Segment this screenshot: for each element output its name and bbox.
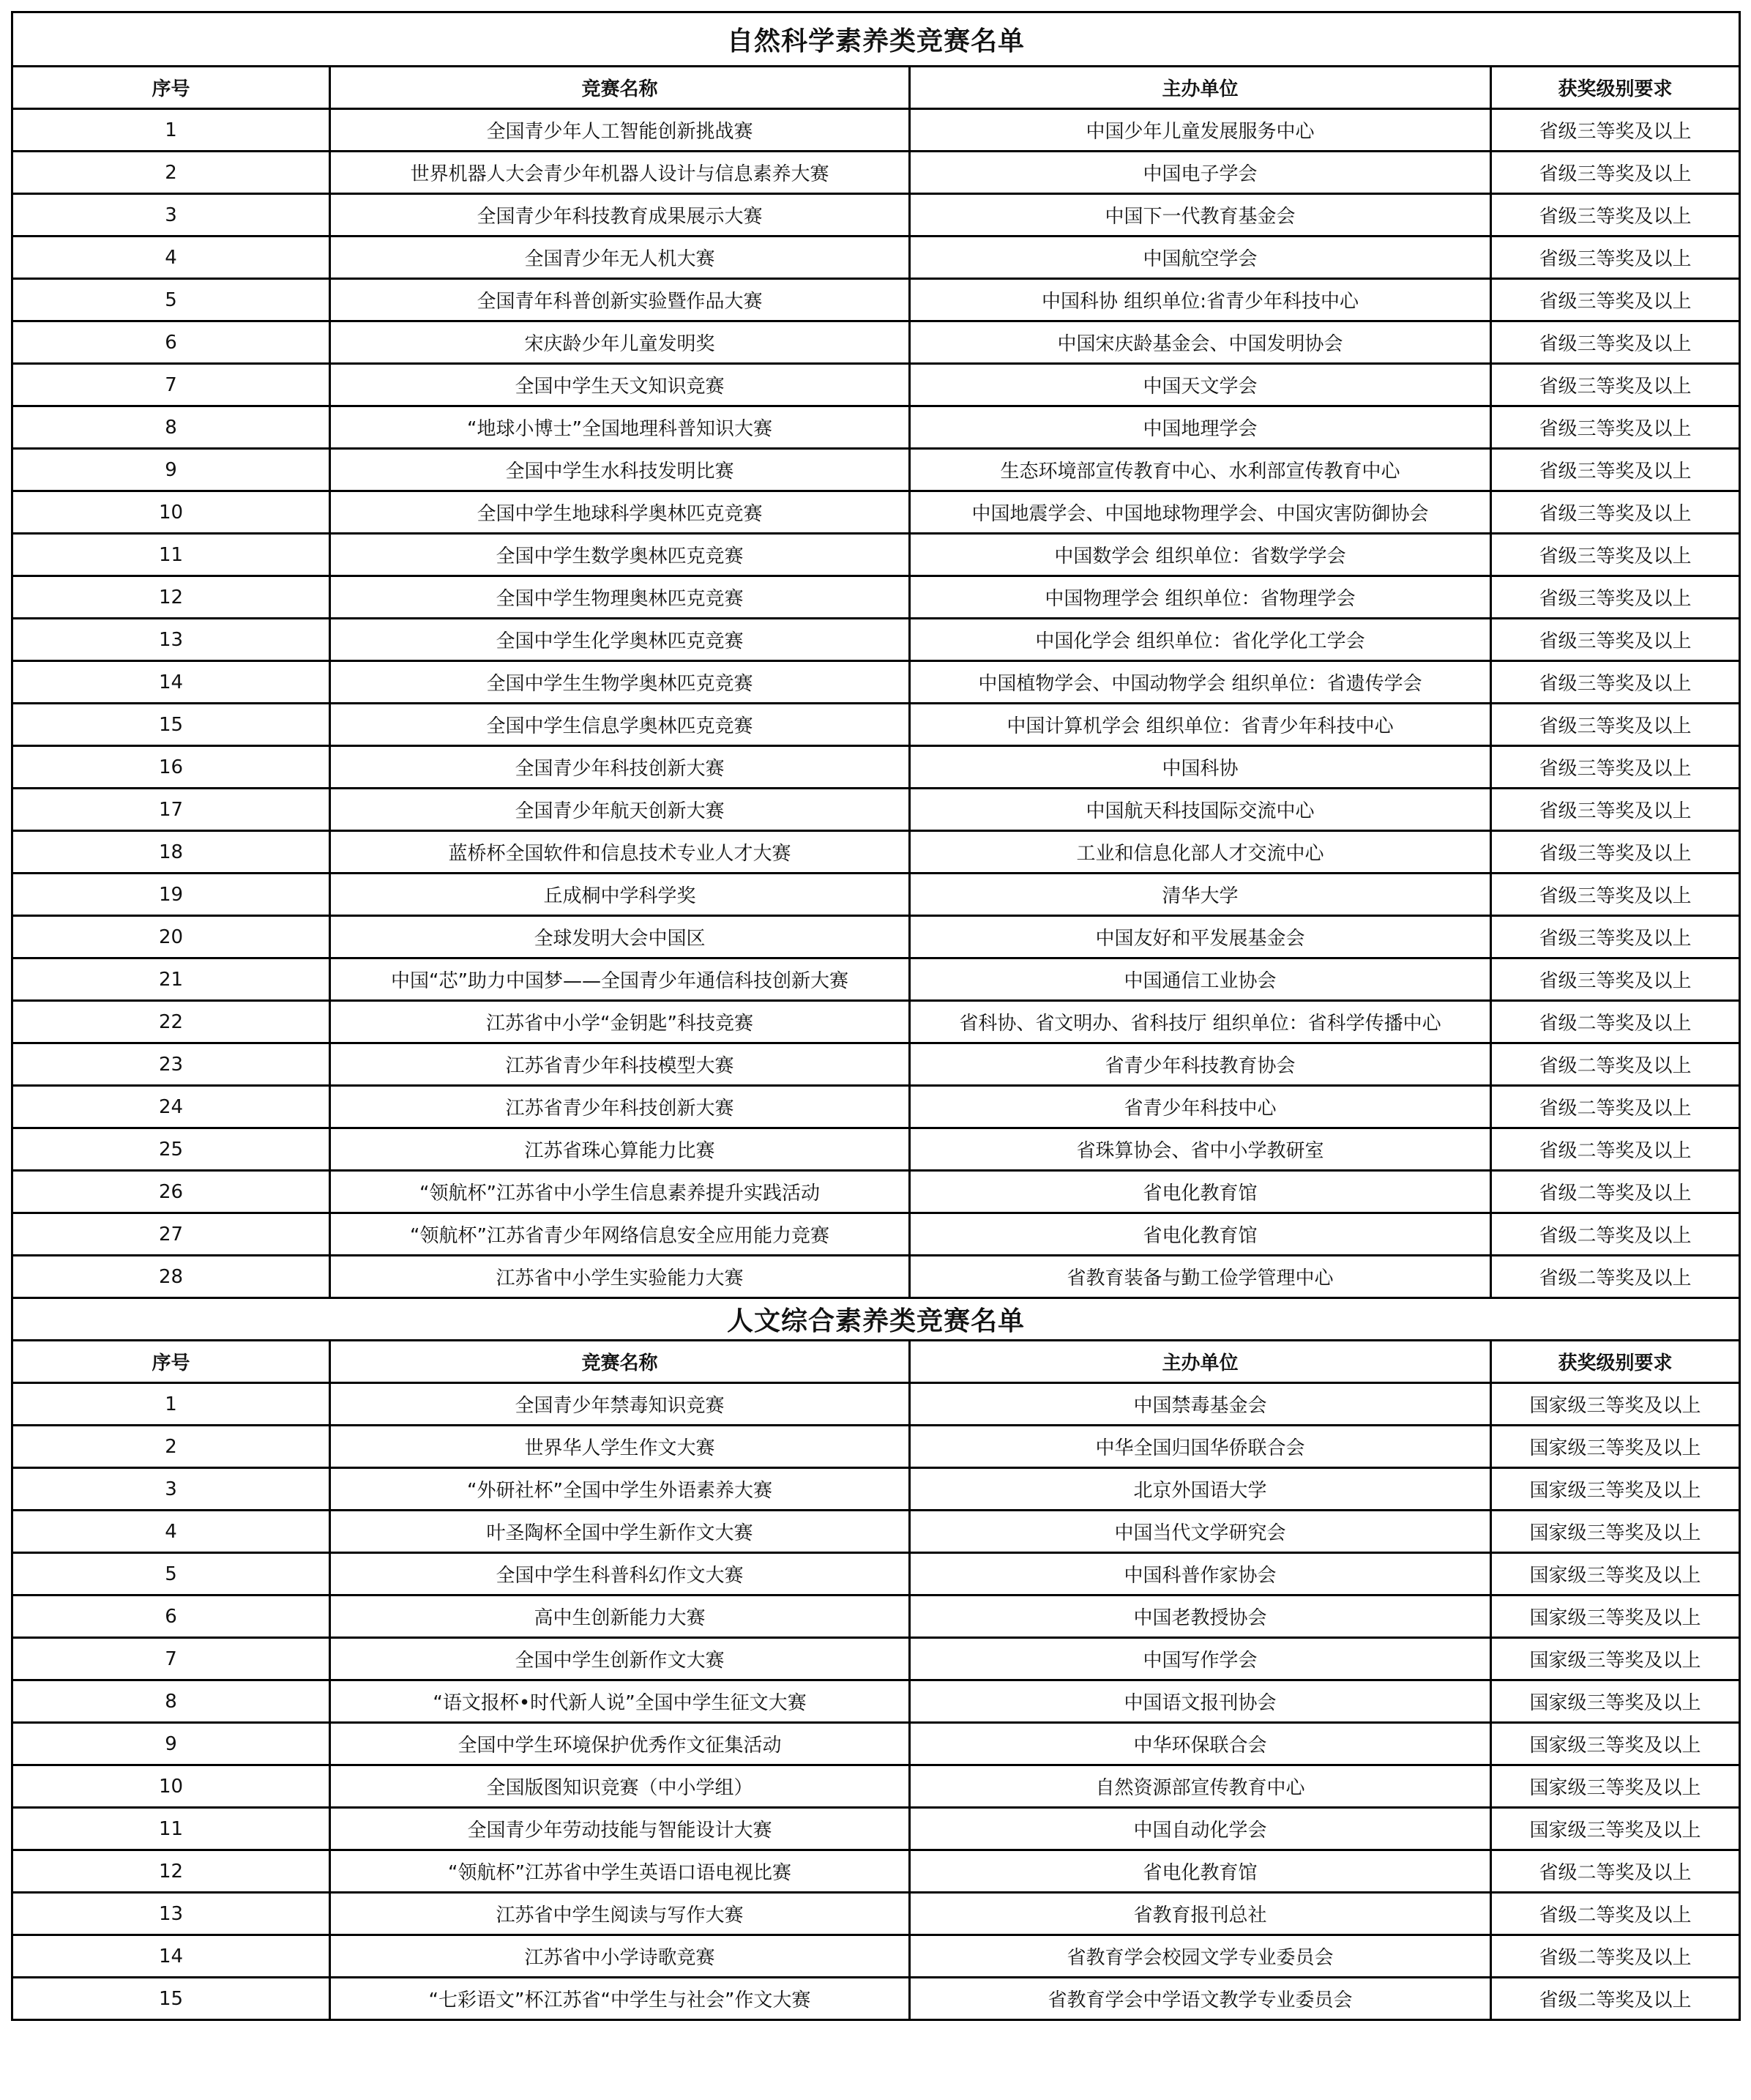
cell-award-requirement: 省级二等奖及以上 [1491,1128,1740,1171]
cell-competition-name: 全国版图知识竞赛（中小学组） [330,1765,910,1808]
cell-serial-number: 27 [12,1213,330,1256]
cell-competition-name: “领航杯”江苏省青少年网络信息安全应用能力竞赛 [330,1213,910,1256]
cell-award-requirement: 省级三等奖及以上 [1491,237,1740,279]
cell-award-requirement: 省级三等奖及以上 [1491,874,1740,916]
cell-competition-name: “七彩语文”杯江苏省“中学生与社会”作文大赛 [330,1978,910,2020]
cell-award-requirement: 省级三等奖及以上 [1491,194,1740,237]
cell-serial-number: 9 [12,449,330,491]
cell-award-requirement: 省级三等奖及以上 [1491,449,1740,491]
cell-competition-name: 江苏省中小学“金钥匙”科技竞赛 [330,1001,910,1043]
cell-competition-name: “领航杯”江苏省中学生英语口语电视比赛 [330,1850,910,1893]
cell-competition-name: 世界机器人大会青少年机器人设计与信息素养大赛 [330,152,910,194]
cell-organizer: 省教育报刊总社 [910,1893,1491,1935]
cell-serial-number: 7 [12,364,330,406]
cell-organizer: 中国老教授协会 [910,1596,1491,1638]
cell-organizer: 中国下一代教育基金会 [910,194,1491,237]
cell-organizer: 中国自动化学会 [910,1808,1491,1850]
cell-competition-name: 全国中学生天文知识竞赛 [330,364,910,406]
cell-award-requirement: 国家级三等奖及以上 [1491,1808,1740,1850]
competition-list-sheet [11,11,1740,2021]
table-row [12,152,1740,194]
cell-organizer: 中国植物学会、中国动物学会 组织单位：省遗传学会 [910,661,1491,704]
cell-organizer: 北京外国语大学 [910,1468,1491,1511]
cell-serial-number: 9 [12,1723,330,1765]
cell-serial-number: 14 [12,661,330,704]
column-header-row [12,1341,1740,1383]
cell-award-requirement: 省级三等奖及以上 [1491,958,1740,1001]
cell-competition-name: 全国中学生生物学奥林匹克竞赛 [330,661,910,704]
cell-serial-number: 21 [12,958,330,1001]
cell-serial-number: 22 [12,1001,330,1043]
column-header-row [12,67,1740,109]
cell-award-requirement: 省级三等奖及以上 [1491,364,1740,406]
cell-organizer: 中国科协 [910,746,1491,789]
cell-competition-name: 江苏省青少年科技创新大赛 [330,1086,910,1128]
cell-serial-number: 8 [12,406,330,449]
table-row [12,491,1740,534]
header-award-requirement: 获奖级别要求 [1491,67,1740,109]
cell-serial-number: 10 [12,491,330,534]
header-serial-number: 序号 [12,1341,330,1383]
cell-award-requirement: 省级二等奖及以上 [1491,1001,1740,1043]
cell-organizer: 省青少年科技教育协会 [910,1043,1491,1086]
cell-serial-number: 16 [12,746,330,789]
cell-serial-number: 19 [12,874,330,916]
table-row [12,1680,1740,1723]
cell-serial-number: 28 [12,1256,330,1298]
cell-serial-number: 2 [12,1426,330,1468]
cell-serial-number: 3 [12,194,330,237]
cell-award-requirement: 省级三等奖及以上 [1491,704,1740,746]
header-competition-name: 竞赛名称 [330,67,910,109]
cell-competition-name: 江苏省中小学诗歌竞赛 [330,1935,910,1978]
table-row [12,1383,1740,1426]
cell-organizer: 中国科协 组织单位:省青少年科技中心 [910,279,1491,321]
table-row [12,1171,1740,1213]
table-row [12,1043,1740,1086]
competition-table [11,11,1741,2021]
cell-serial-number: 6 [12,321,330,364]
cell-organizer: 清华大学 [910,874,1491,916]
cell-organizer: 中国天文学会 [910,364,1491,406]
cell-competition-name: 全国青少年禁毒知识竞赛 [330,1383,910,1426]
cell-competition-name: 蓝桥杯全国软件和信息技术专业人才大赛 [330,831,910,874]
cell-competition-name: 宋庆龄少年儿童发明奖 [330,321,910,364]
cell-award-requirement: 省级三等奖及以上 [1491,619,1740,661]
table-row [12,1553,1740,1596]
cell-organizer: 省教育装备与勤工俭学管理中心 [910,1256,1491,1298]
table-row [12,1850,1740,1893]
cell-serial-number: 12 [12,576,330,619]
table-row [12,704,1740,746]
cell-organizer: 中国计算机学会 组织单位：省青少年科技中心 [910,704,1491,746]
table-row [12,1001,1740,1043]
cell-organizer: 中国数学会 组织单位：省数学学会 [910,534,1491,576]
cell-competition-name: 全国青少年无人机大赛 [330,237,910,279]
cell-competition-name: “领航杯”江苏省中小学生信息素养提升实践活动 [330,1171,910,1213]
cell-competition-name: 全国中学生水科技发明比赛 [330,449,910,491]
cell-competition-name: 全国青少年科技教育成果展示大赛 [330,194,910,237]
cell-organizer: 中国语文报刊协会 [910,1680,1491,1723]
cell-award-requirement: 国家级三等奖及以上 [1491,1468,1740,1511]
cell-award-requirement: 省级三等奖及以上 [1491,152,1740,194]
cell-organizer: 省青少年科技中心 [910,1086,1491,1128]
cell-serial-number: 23 [12,1043,330,1086]
header-organizer: 主办单位 [910,1341,1491,1383]
cell-competition-name: 高中生创新能力大赛 [330,1596,910,1638]
table-row [12,1256,1740,1298]
cell-award-requirement: 省级二等奖及以上 [1491,1213,1740,1256]
cell-organizer: 生态环境部宣传教育中心、水利部宣传教育中心 [910,449,1491,491]
cell-organizer: 中国通信工业协会 [910,958,1491,1001]
cell-organizer: 中国地理学会 [910,406,1491,449]
cell-organizer: 中国物理学会 组织单位：省物理学会 [910,576,1491,619]
table-row [12,1723,1740,1765]
competition-table-body [12,12,1740,2020]
table-row [12,1468,1740,1511]
cell-serial-number: 8 [12,1680,330,1723]
cell-organizer: 中华全国归国华侨联合会 [910,1426,1491,1468]
table-row [12,1128,1740,1171]
cell-organizer: 省教育学会校园文学专业委员会 [910,1935,1491,1978]
cell-organizer: 省电化教育馆 [910,1850,1491,1893]
table-row [12,534,1740,576]
cell-serial-number: 25 [12,1128,330,1171]
cell-award-requirement: 国家级三等奖及以上 [1491,1596,1740,1638]
cell-competition-name: “语文报杯•时代新人说”全国中学生征文大赛 [330,1680,910,1723]
cell-competition-name: 全国青年科普创新实验暨作品大赛 [330,279,910,321]
cell-award-requirement: 省级二等奖及以上 [1491,1043,1740,1086]
cell-competition-name: 全国青少年航天创新大赛 [330,789,910,831]
cell-serial-number: 20 [12,916,330,958]
header-competition-name: 竞赛名称 [330,1341,910,1383]
table-row [12,1596,1740,1638]
cell-award-requirement: 省级二等奖及以上 [1491,1893,1740,1935]
cell-award-requirement: 省级三等奖及以上 [1491,661,1740,704]
section-title-row [12,12,1740,67]
cell-award-requirement: 省级三等奖及以上 [1491,321,1740,364]
cell-serial-number: 15 [12,1978,330,2020]
cell-serial-number: 12 [12,1850,330,1893]
header-organizer: 主办单位 [910,67,1491,109]
cell-organizer: 省电化教育馆 [910,1171,1491,1213]
cell-organizer: 中国航天科技国际交流中心 [910,789,1491,831]
cell-competition-name: 全国中学生化学奥林匹克竞赛 [330,619,910,661]
cell-organizer: 中国电子学会 [910,152,1491,194]
cell-organizer: 中国地震学会、中国地球物理学会、中国灾害防御协会 [910,491,1491,534]
cell-serial-number: 5 [12,1553,330,1596]
cell-award-requirement: 省级二等奖及以上 [1491,1086,1740,1128]
cell-serial-number: 3 [12,1468,330,1511]
cell-competition-name: 江苏省中学生阅读与写作大赛 [330,1893,910,1935]
cell-award-requirement: 国家级三等奖及以上 [1491,1426,1740,1468]
cell-competition-name: 江苏省珠心算能力比赛 [330,1128,910,1171]
cell-award-requirement: 国家级三等奖及以上 [1491,1553,1740,1596]
cell-serial-number: 18 [12,831,330,874]
cell-serial-number: 26 [12,1171,330,1213]
cell-serial-number: 7 [12,1638,330,1680]
cell-serial-number: 24 [12,1086,330,1128]
cell-award-requirement: 省级二等奖及以上 [1491,1850,1740,1893]
cell-award-requirement: 省级二等奖及以上 [1491,1171,1740,1213]
table-row [12,406,1740,449]
cell-serial-number: 13 [12,1893,330,1935]
cell-serial-number: 1 [12,1383,330,1426]
cell-competition-name: 全国中学生创新作文大赛 [330,1638,910,1680]
cell-competition-name: 江苏省中小学生实验能力大赛 [330,1256,910,1298]
cell-organizer: 中国少年儿童发展服务中心 [910,109,1491,152]
table-row [12,1808,1740,1850]
cell-serial-number: 10 [12,1765,330,1808]
cell-organizer: 自然资源部宣传教育中心 [910,1765,1491,1808]
cell-competition-name: 全国中学生地球科学奥林匹克竞赛 [330,491,910,534]
section-title: 自然科学素养类竞赛名单 [12,12,1740,67]
cell-award-requirement: 省级三等奖及以上 [1491,279,1740,321]
cell-competition-name: 全国青少年人工智能创新挑战赛 [330,109,910,152]
cell-serial-number: 13 [12,619,330,661]
cell-award-requirement: 省级三等奖及以上 [1491,831,1740,874]
cell-organizer: 中国友好和平发展基金会 [910,916,1491,958]
cell-serial-number: 11 [12,534,330,576]
cell-competition-name: 江苏省青少年科技模型大赛 [330,1043,910,1086]
cell-serial-number: 2 [12,152,330,194]
table-row [12,619,1740,661]
table-row [12,958,1740,1001]
cell-award-requirement: 省级三等奖及以上 [1491,109,1740,152]
table-row [12,449,1740,491]
table-row [12,1426,1740,1468]
section-title-row [12,1298,1740,1341]
cell-award-requirement: 省级三等奖及以上 [1491,491,1740,534]
table-row [12,279,1740,321]
table-row [12,1893,1740,1935]
table-row [12,1213,1740,1256]
cell-competition-name: “地球小博士”全国地理科普知识大赛 [330,406,910,449]
table-row [12,321,1740,364]
cell-organizer: 省电化教育馆 [910,1213,1491,1256]
cell-award-requirement: 省级三等奖及以上 [1491,789,1740,831]
cell-competition-name: 全国中学生物理奥林匹克竞赛 [330,576,910,619]
cell-award-requirement: 省级三等奖及以上 [1491,916,1740,958]
header-award-requirement: 获奖级别要求 [1491,1341,1740,1383]
cell-award-requirement: 省级二等奖及以上 [1491,1256,1740,1298]
cell-award-requirement: 省级三等奖及以上 [1491,576,1740,619]
table-row [12,874,1740,916]
cell-serial-number: 14 [12,1935,330,1978]
cell-organizer: 省教育学会中学语文教学专业委员会 [910,1978,1491,2020]
cell-organizer: 中国当代文学研究会 [910,1511,1491,1553]
header-serial-number: 序号 [12,67,330,109]
cell-organizer: 中国禁毒基金会 [910,1383,1491,1426]
table-row [12,109,1740,152]
table-row [12,1765,1740,1808]
cell-competition-name: “外研社杯”全国中学生外语素养大赛 [330,1468,910,1511]
cell-award-requirement: 省级二等奖及以上 [1491,1978,1740,2020]
cell-organizer: 中国写作学会 [910,1638,1491,1680]
cell-competition-name: 全国中学生环境保护优秀作文征集活动 [330,1723,910,1765]
table-row [12,1935,1740,1978]
table-row [12,1086,1740,1128]
cell-award-requirement: 国家级三等奖及以上 [1491,1765,1740,1808]
cell-organizer: 中国科普作家协会 [910,1553,1491,1596]
cell-award-requirement: 国家级三等奖及以上 [1491,1383,1740,1426]
cell-competition-name: 全国中学生信息学奥林匹克竞赛 [330,704,910,746]
table-row [12,1638,1740,1680]
cell-competition-name: 世界华人学生作文大赛 [330,1426,910,1468]
cell-award-requirement: 国家级三等奖及以上 [1491,1511,1740,1553]
cell-award-requirement: 省级三等奖及以上 [1491,534,1740,576]
cell-serial-number: 4 [12,1511,330,1553]
table-row [12,194,1740,237]
cell-competition-name: 全国青少年科技创新大赛 [330,746,910,789]
cell-competition-name: 丘成桐中学科学奖 [330,874,910,916]
table-row [12,746,1740,789]
cell-award-requirement: 省级三等奖及以上 [1491,746,1740,789]
cell-organizer: 中国航空学会 [910,237,1491,279]
cell-organizer: 工业和信息化部人才交流中心 [910,831,1491,874]
table-row [12,789,1740,831]
cell-serial-number: 15 [12,704,330,746]
cell-organizer: 中国化学会 组织单位：省化学化工学会 [910,619,1491,661]
cell-award-requirement: 国家级三等奖及以上 [1491,1723,1740,1765]
table-row [12,576,1740,619]
cell-competition-name: 全国青少年劳动技能与智能设计大赛 [330,1808,910,1850]
cell-organizer: 中华环保联合会 [910,1723,1491,1765]
cell-serial-number: 4 [12,237,330,279]
cell-award-requirement: 省级三等奖及以上 [1491,406,1740,449]
table-row [12,1978,1740,2020]
table-row [12,916,1740,958]
table-row [12,661,1740,704]
cell-serial-number: 1 [12,109,330,152]
cell-competition-name: 全国中学生科普科幻作文大赛 [330,1553,910,1596]
cell-award-requirement: 国家级三等奖及以上 [1491,1638,1740,1680]
table-row [12,364,1740,406]
table-row [12,831,1740,874]
cell-competition-name: 全球发明大会中国区 [330,916,910,958]
cell-award-requirement: 省级二等奖及以上 [1491,1935,1740,1978]
cell-competition-name: 全国中学生数学奥林匹克竞赛 [330,534,910,576]
cell-serial-number: 11 [12,1808,330,1850]
table-row [12,1511,1740,1553]
cell-award-requirement: 国家级三等奖及以上 [1491,1680,1740,1723]
cell-competition-name: 中国“芯”助力中国梦——全国青少年通信科技创新大赛 [330,958,910,1001]
section-title: 人文综合素养类竞赛名单 [12,1298,1740,1341]
cell-serial-number: 5 [12,279,330,321]
cell-serial-number: 6 [12,1596,330,1638]
table-row [12,237,1740,279]
cell-competition-name: 叶圣陶杯全国中学生新作文大赛 [330,1511,910,1553]
cell-organizer: 省珠算协会、省中小学教研室 [910,1128,1491,1171]
cell-organizer: 中国宋庆龄基金会、中国发明协会 [910,321,1491,364]
cell-serial-number: 17 [12,789,330,831]
cell-organizer: 省科协、省文明办、省科技厅 组织单位：省科学传播中心 [910,1001,1491,1043]
